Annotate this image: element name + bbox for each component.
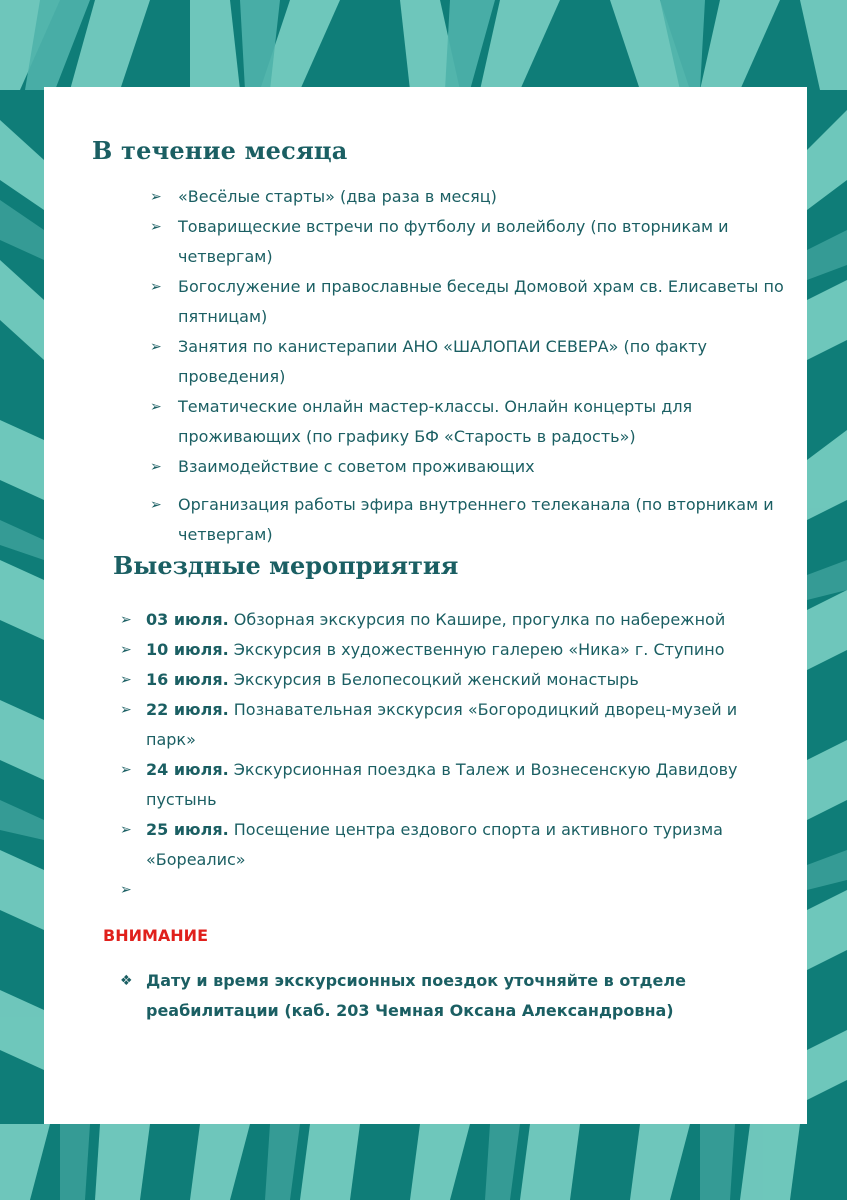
trip-date: 16 июля. [146,670,229,689]
list-item: ➢ 16 июля. Экскурсия в Белопесоцкий женский монастырь [120,665,770,695]
diamond-bullet-icon: ❖ [120,973,133,989]
trip-date: 25 июля. [146,820,229,839]
trip-date: 03 июля. [146,610,229,629]
list-item: ➢ 03 июля. Обзорная экскурсия по Кашире, прогулка по набережной [120,605,770,635]
trips-list [120,605,770,905]
arrow-bullet-icon: ➢ [150,279,162,295]
section-title-trips: Выездные мероприятия [113,551,459,580]
list-item: ➢ Организация работы эфира внутреннего телеканала (по вторникам и четвергам) [150,490,800,550]
attention-note-list [120,966,740,1026]
attention-note: ❖ Дату и время экскурсионных поездок уточняйте в отделе реабилитации (каб. 203 Чемная Оксана Александровна) [120,966,740,1026]
arrow-bullet-icon: ➢ [120,822,132,838]
list-item: ➢ Тематические онлайн мастер-классы. Онлайн концерты для проживающих (по графику БФ «Старость в радость») [150,392,800,452]
trip-date: 22 июля. [146,700,229,719]
arrow-bullet-icon: ➢ [150,189,162,205]
list-item: ➢ «Весёлые старты» (два раза в месяц) [150,182,800,212]
month-activities-list [150,182,800,550]
attention-label: ВНИМАНИЕ [103,926,208,945]
arrow-bullet-icon: ➢ [150,459,162,475]
list-item: ➢ 24 июля. Экскурсионная поездка в Талеж и Вознесенскую Давидову пустынь [120,755,770,815]
list-item: ➢ 25 июля. Посещение центра ездового спорта и активного туризма «Бореалис» [120,815,770,875]
arrow-bullet-icon: ➢ [150,339,162,355]
arrow-bullet-icon: ➢ [120,642,132,658]
arrow-bullet-icon: ➢ [120,612,132,628]
arrow-bullet-icon: ➢ [150,219,162,235]
arrow-bullet-icon: ➢ [120,672,132,688]
list-item-empty [120,875,770,905]
trip-date: 24 июля. [146,760,229,779]
list-item: ➢ Занятия по канистерапии АНО «ШАЛОПАИ СЕВЕРА» (по факту проведения) [150,332,800,392]
list-item: ➢ Взаимодействие с советом проживающих [150,452,800,482]
arrow-bullet-icon: ➢ [120,702,132,718]
arrow-bullet-icon: ➢ [120,762,132,778]
list-item: ➢ Товарищеские встречи по футболу и волейболу (по вторникам и четвергам) [150,212,800,272]
list-item: ➢ 10 июля. Экскурсия в художественную галерею «Ника» г. Ступино [120,635,770,665]
list-item: ➢ 22 июля. Познавательная экскурсия «Богородицкий дворец-музей и парк» [120,695,770,755]
arrow-bullet-icon: ➢ [150,497,162,513]
trip-date: 10 июля. [146,640,229,659]
section-title-month: В течение месяца [92,136,348,165]
list-item: ➢ Богослужение и православные беседы Домовой храм св. Елисаветы по пятницам) [150,272,800,332]
arrow-bullet-icon: ➢ [120,882,132,898]
content-panel [44,87,807,1124]
arrow-bullet-icon: ➢ [150,399,162,415]
